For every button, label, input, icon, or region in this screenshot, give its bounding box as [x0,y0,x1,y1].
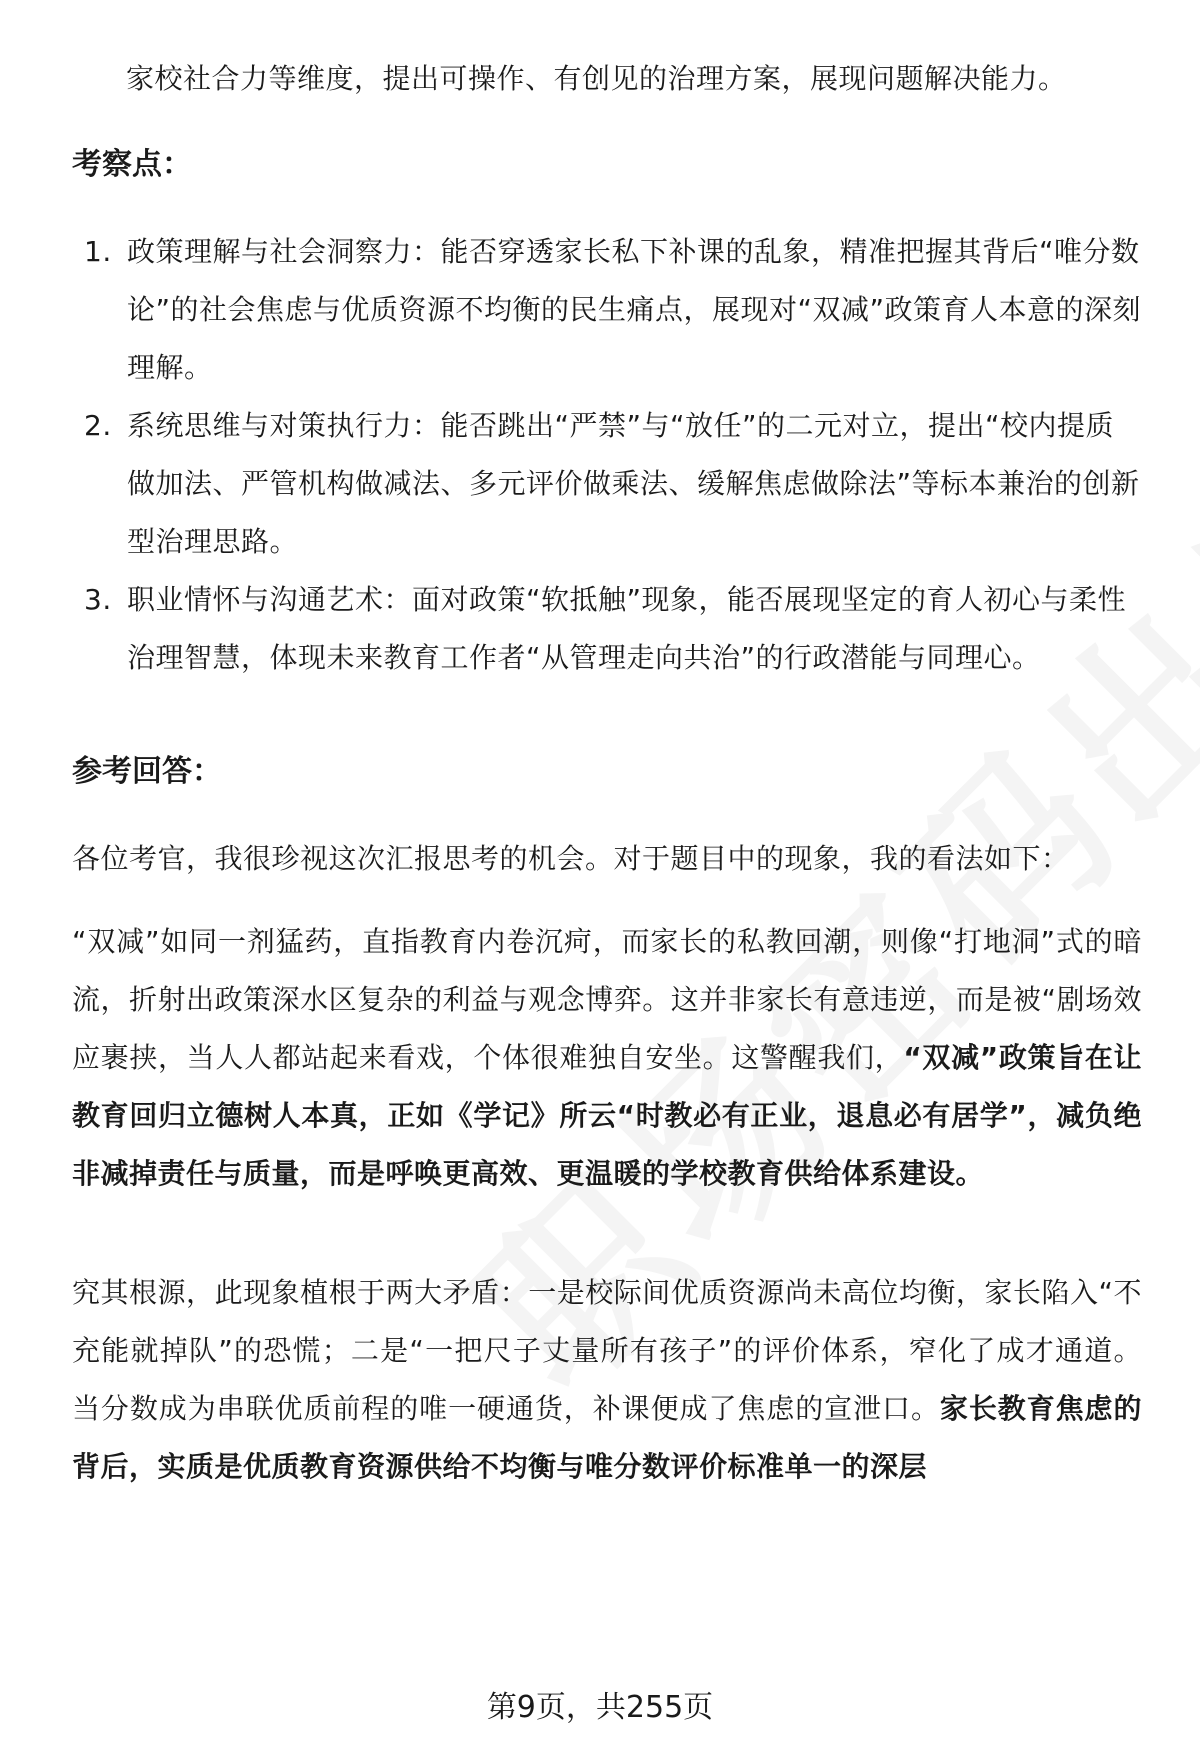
list-number: 3. [84,583,112,616]
list-item [72,397,1142,571]
intro-line: 家校社合力等维度，提出可操作、有创见的治理方案，展现问题解决能力。 [126,62,1067,95]
points-list [72,223,1142,687]
page-footer: 第9页，共255页 [486,1690,714,1725]
paragraph-emphasis: 家长教育焦虑的背后，实质是优质教育资源供给不均衡与唯分数评价标准单一的深层 [72,1392,1142,1483]
list-item [72,223,1142,397]
paragraph-emphasis: “双减”政策旨在让教育回归立德树人本真，正如《学记》所云“时教必有正业，退息必有居学”，减负绝非减掉责任与质量，而是呼唤更高效、更温暖的学校教育供给体系建设。 [72,1041,1142,1190]
answer-paragraph-1: 各位考官，我很珍视这次汇报思考的机会。对于题目中的现象，我的看法如下： [72,842,1070,875]
paragraph-text: “双减”如同一剂猛药，直指教育内卷沉疴，而家长的私教回潮，则像“打地洞”式的暗流，折射出政策深水区复杂的利益与观念博弈。这并非家长有意违逆，而是被“剧场效应裹挟，当人人都站起来看戏，个体很难独自安坐。这警醒我们， [72,925,1142,1074]
list-item [72,571,1142,687]
answer-paragraph-3 [72,1264,1142,1496]
section-heading-points: 考察点： [72,147,192,182]
list-number: 2. [84,409,112,442]
answer-paragraph-2 [72,913,1142,1203]
section-heading-answer: 参考回答： [72,754,222,789]
list-item-text: 系统思维与对策执行力：能否跳出“严禁”与“放任”的二元对立，提出“校内提质做加法、严管机构做减法、多元评价做乘法、缓解焦虑做除法”等标本兼治的创新型治理思路。 [127,409,1140,558]
paragraph-text: 究其根源，此现象植根于两大矛盾：一是校际间优质资源尚未高位均衡，家长陷入“不充能就掉队”的恐慌；二是“一把尺子丈量所有孩子”的评价体系，窄化了成才通道。当分数成为串联优质前程的唯一硬通货，补课便成了焦虑的宣泄口。 [72,1276,1142,1425]
list-number: 1. [84,235,112,268]
list-item-text: 政策理解与社会洞察力：能否穿透家长私下补课的乱象，精准把握其背后“唯分数论”的社会焦虑与优质资源不均衡的民生痛点，展现对“双减”政策育人本意的深刻理解。 [127,235,1142,384]
list-item-text: 职业情怀与沟通艺术：面对政策“软抵触”现象，能否展现坚定的育人初心与柔性治理智慧，体现未来教育工作者“从管理走向共治”的行政潜能与同理心。 [127,583,1127,674]
